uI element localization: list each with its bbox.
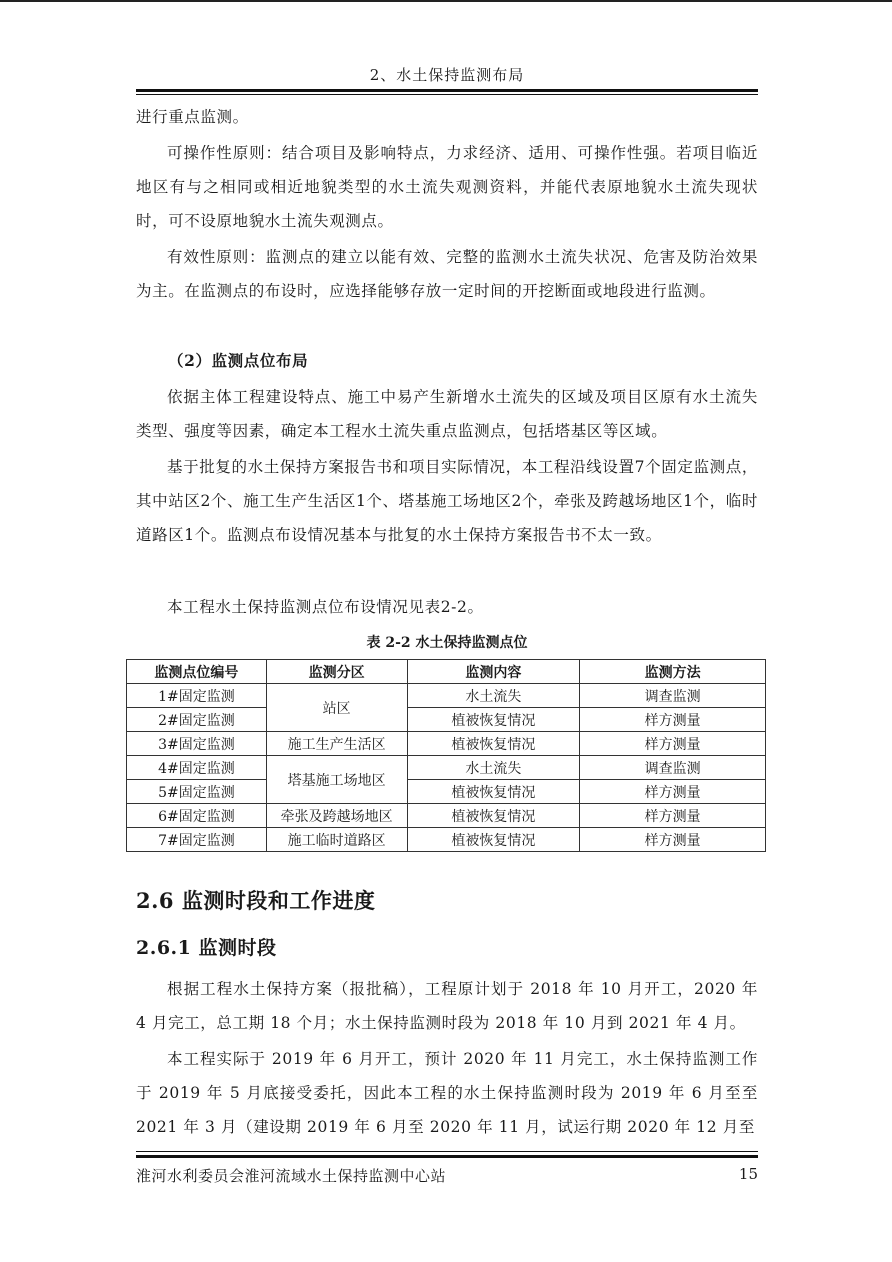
content-cell: 水土流失 <box>407 756 580 780</box>
method-cell: 样方测量 <box>580 780 766 804</box>
table-row <box>127 828 766 852</box>
footer-organization: 淮河水利委员会淮河流域水土保持监测中心站 <box>136 1167 447 1185</box>
page-number: 15 <box>738 1165 758 1183</box>
section-heading-2-6-1: 2.6.1 监测时段 <box>136 937 277 959</box>
paragraph-effectiveness-principle: 有效性原则：监测点的建立以能有效、完整的监测水土流失状况、危害及防治效果为主。在监测点的布设时，应选择能够存放一定时间的开挖断面或地段进行监测。 <box>136 248 758 300</box>
method-cell: 样方测量 <box>580 804 766 828</box>
header-rule-thick <box>136 89 758 92</box>
method-cell: 调查监测 <box>580 756 766 780</box>
table-header-cell: 监测分区 <box>266 660 407 684</box>
table-row <box>127 732 766 756</box>
paragraph-layout-basis: 依据主体工程建设特点、施工中易产生新增水土流失的区域及项目区原有水土流失类型、强度等因素，确定本工程水土流失重点监测点，包括塔基区等区域。 <box>136 388 758 440</box>
content-cell: 植被恢复情况 <box>407 780 580 804</box>
table-row <box>127 804 766 828</box>
paragraph-fixed-points: 基于批复的水土保持方案报告书和项目实际情况，本工程沿线设置7个固定监测点，其中站区2个、施工生产生活区1个、塔基施工场地区2个，牵张及跨越场地区1个，临时道路区1个。监测点布设情况基本与批复的水土保持方案报告书不太一致。 <box>136 458 758 544</box>
table-row <box>127 708 766 732</box>
table-caption: 表 2-2 水土保持监测点位 <box>366 635 528 651</box>
content-cell: 植被恢复情况 <box>407 732 580 756</box>
point-id-cell: 7#固定监测 <box>127 828 267 852</box>
monitoring-points-table <box>126 659 766 852</box>
paragraph-planned-period: 根据工程水土保持方案（报批稿），工程原计划于 2018 年 10 月开工，2020 年 4 月完工，总工期 18 个月；水土保持监测时段为 2018 年 10 月到 2021 年 4 月。 <box>136 980 758 1032</box>
paragraph-actual-period: 本工程实际于 2019 年 6 月开工，预计 2020 年 11 月完工，水土保持监测工作于 2019 年 5 月底接受委托，因此本工程的水土保持监测时段为 2019 年 6 月至至 2021 年 3 月（建设期 2019 年 6 月至 2020 年 11 月，试运行期 2020 年 12 月至 <box>136 1050 758 1136</box>
point-id-cell: 6#固定监测 <box>127 804 267 828</box>
zone-cell: 牵张及跨越场地区 <box>266 804 407 828</box>
zone-cell: 施工临时道路区 <box>266 828 407 852</box>
table-header-cell: 监测点位编号 <box>127 660 267 684</box>
table-header-cell: 监测方法 <box>580 660 766 684</box>
method-cell: 样方测量 <box>580 828 766 852</box>
content-cell: 植被恢复情况 <box>407 708 580 732</box>
point-id-cell: 3#固定监测 <box>127 732 267 756</box>
header-rule-thin <box>136 94 758 95</box>
zone-cell: 站区 <box>266 684 407 732</box>
paragraph-table-ref: 本工程水土保持监测点位布设情况见表2-2。 <box>167 598 484 616</box>
table-header-row <box>127 660 766 684</box>
point-id-cell: 1#固定监测 <box>127 684 267 708</box>
table-row <box>127 684 766 708</box>
content-cell: 植被恢复情况 <box>407 804 580 828</box>
section-heading-2-6: 2.6 监测时段和工作进度 <box>136 888 376 913</box>
content-cell: 水土流失 <box>407 684 580 708</box>
zone-cell: 塔基施工场地区 <box>266 756 407 804</box>
point-id-cell: 4#固定监测 <box>127 756 267 780</box>
running-header-title: 2、水土保持监测布局 <box>369 66 525 84</box>
method-cell: 样方测量 <box>580 708 766 732</box>
method-cell: 调查监测 <box>580 684 766 708</box>
subheading-point-layout: （2）监测点位布局 <box>168 351 309 370</box>
paragraph-operability-principle: 可操作性原则：结合项目及影响特点，力求经济、适用、可操作性强。若项目临近地区有与之相同或相近地貌类型的水土流失观测资料，并能代表原地貌水土流失现状时，可不设原地貌水土流失观测点。 <box>136 144 758 230</box>
table-row <box>127 780 766 804</box>
zone-cell: 施工生产生活区 <box>266 732 407 756</box>
content-cell: 植被恢复情况 <box>407 828 580 852</box>
footer-rule-thick <box>136 1155 758 1158</box>
paragraph-continued: 进行重点监测。 <box>136 108 249 126</box>
page-top-border <box>0 0 892 2</box>
table-row <box>127 756 766 780</box>
table-header-cell: 监测内容 <box>407 660 580 684</box>
footer-rule-thin <box>136 1151 758 1152</box>
point-id-cell: 5#固定监测 <box>127 780 267 804</box>
point-id-cell: 2#固定监测 <box>127 708 267 732</box>
method-cell: 样方测量 <box>580 732 766 756</box>
